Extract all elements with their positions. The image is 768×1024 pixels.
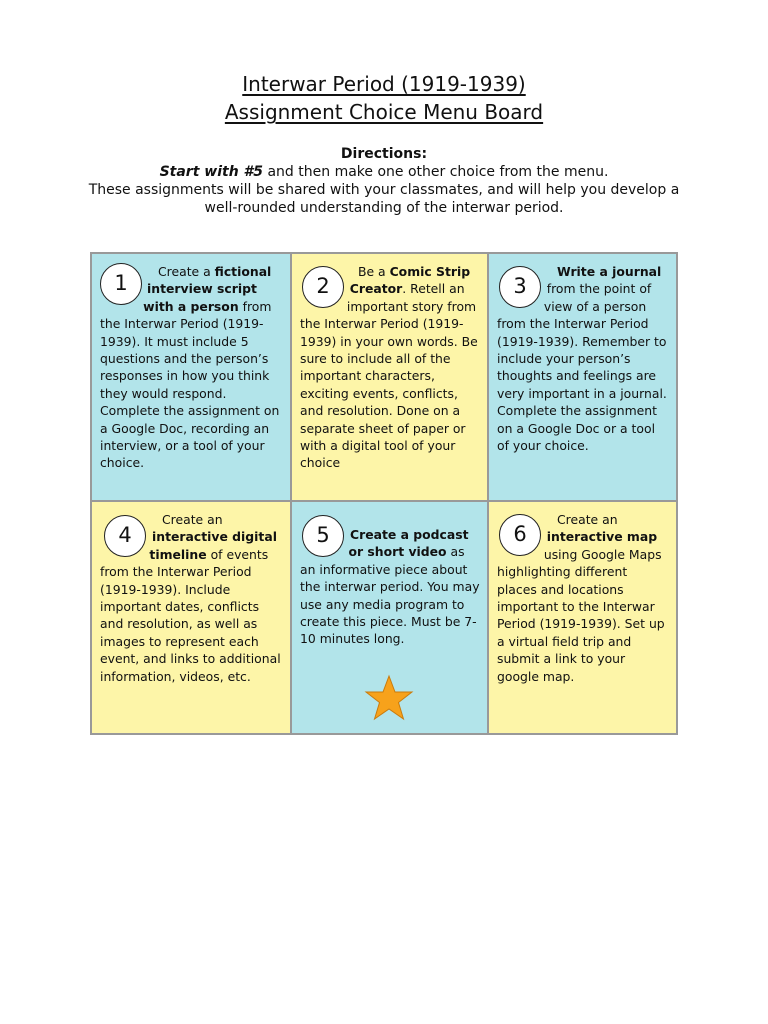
page-title xyxy=(0,70,768,126)
choice-number-3: 3 xyxy=(499,266,541,308)
choice-number-6: 6 xyxy=(499,514,541,556)
choice-text-post: as an informative piece about the interwar period. You may use any media program to create this piece. Must be 7-10 minutes long. xyxy=(300,544,480,647)
choice-cell-3 xyxy=(489,254,676,502)
choice-text-bold: Create a podcast or short video xyxy=(348,527,469,560)
directions-line-3: well-rounded understanding of the interwar period. xyxy=(204,200,564,216)
choice-text-post: using Google Maps highlighting different places and locations important to the Interwar Period (1919-1939). Set up a virtual field trip and submit a link to your google map. xyxy=(497,546,665,684)
choice-text-pre: Create a xyxy=(158,264,215,279)
directions xyxy=(60,145,708,217)
choice-cell-5 xyxy=(292,502,489,733)
choice-cell-2 xyxy=(292,254,489,502)
choice-text-bold: interactive digital timeline xyxy=(149,529,277,562)
choice-text-post: . Retell an important story from the Interwar Period (1919-1939) in your own words. Be sure to include all of the important characters, exciting events, conflicts, and resolution. Done on a separate sheet of paper or with a digital tool of your choice xyxy=(300,281,478,471)
star-icon xyxy=(364,674,414,722)
choice-text-bold: Comic Strip Creator xyxy=(349,264,471,297)
choice-text-bold: Write a journal xyxy=(557,264,662,279)
directions-start-rest: and then make one other choice from the menu. xyxy=(263,164,609,180)
choice-cell-4 xyxy=(92,502,292,733)
choice-number-4: 4 xyxy=(104,515,146,557)
choice-text-bold: interactive map xyxy=(546,529,658,545)
directions-heading: Directions: xyxy=(340,146,428,162)
choice-cell-1 xyxy=(92,254,292,502)
choice-number-5: 5 xyxy=(302,515,344,557)
choice-cell-6 xyxy=(489,502,676,733)
choice-text-post: from the Interwar Period (1919-1939). It must include 5 questions and the person’s responses in how you think they would respond. Complete the assignment on a Google Doc, recording an interview, or a tool of your choice. xyxy=(100,298,280,471)
title-line-1: Interwar Period (1919-1939) xyxy=(242,72,526,96)
choice-text-pre: Create an xyxy=(162,512,223,527)
directions-line-2: These assignments will be shared with your classmates, and will help you develop a xyxy=(88,182,680,198)
choice-text-post: of events from the Interwar Period (1919-1939). Include important dates, conflicts and resolution, as well as images to represent each event, and links to additional information, videos, etc. xyxy=(100,546,281,684)
choice-text-pre: Create an xyxy=(557,512,618,527)
choice-text-pre: Be a xyxy=(358,264,390,279)
choice-text-post: from the point of view of a person from the Interwar Period (1919-1939). Remember to include your person’s thoughts and feelings are very important in a journal. Complete the assignment on a Google Doc or a tool of your choice. xyxy=(497,281,667,454)
directions-start-emphasis: Start with #5 xyxy=(159,164,264,180)
choice-menu-board xyxy=(90,252,678,735)
choice-text-bold: fictional interview script with a person xyxy=(143,264,272,314)
title-line-2: Assignment Choice Menu Board xyxy=(224,100,544,124)
choice-number-1: 1 xyxy=(100,263,142,305)
directions-line-1 xyxy=(60,163,708,181)
choice-number-2: 2 xyxy=(302,266,344,308)
